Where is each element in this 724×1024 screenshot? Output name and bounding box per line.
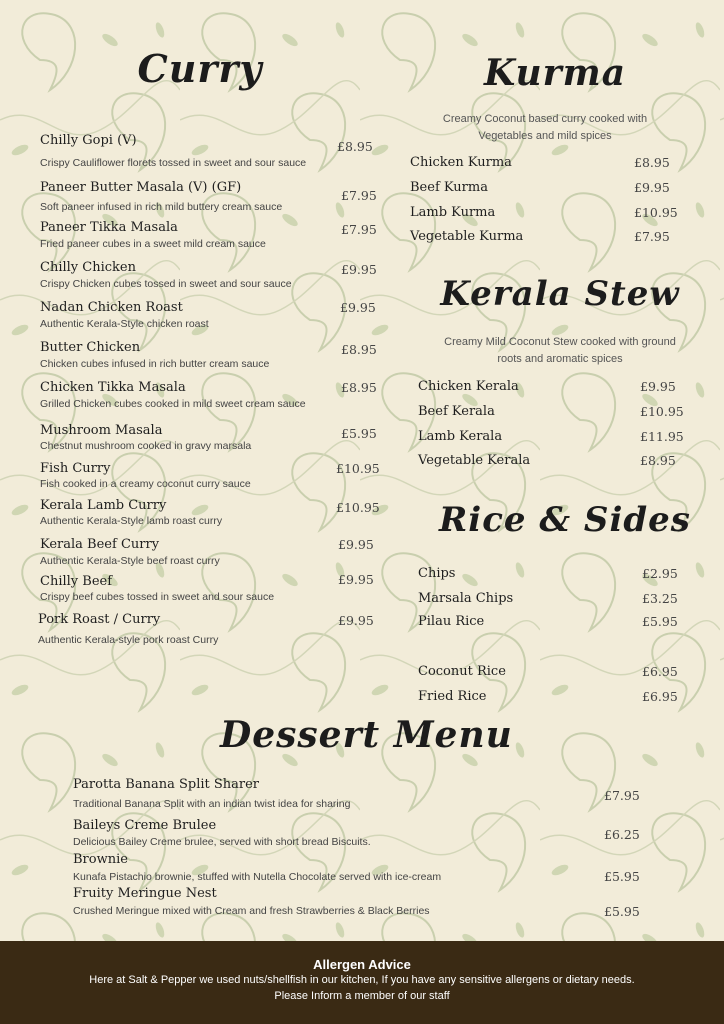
curry-item-name: Kerala Beef Curry — [40, 537, 160, 552]
dessert-item-price: £7.95 — [604, 788, 640, 803]
stew-item-name: Lamb Kerala — [418, 429, 503, 444]
sides-item-price: £3.25 — [642, 591, 678, 606]
stew-note — [415, 334, 705, 368]
curry-item-name: Kerala Lamb Curry — [40, 498, 167, 513]
curry-item-desc: Soft paneer infused in rich mild buttery cream sauce — [40, 201, 283, 213]
curry-item-name: Fish Curry — [40, 461, 111, 476]
dessert-item-desc: Delicious Bailey Creme brulee, served with short bread Biscuits. — [73, 836, 371, 848]
kurma-item-name: Chicken Kurma — [410, 155, 512, 170]
stew-item-name: Beef Kerala — [418, 404, 495, 419]
curry-item-name: Paneer Butter Masala (V) (GF) — [40, 180, 242, 195]
dessert-item-price: £5.95 — [604, 904, 640, 919]
curry-item-desc: Authentic Kerala-Style lamb roast curry — [40, 515, 223, 527]
curry-item-name: Chilly Gopi (V) — [40, 133, 137, 148]
curry-item-price: £8.95 — [337, 139, 373, 154]
curry-item-price: £10.95 — [336, 500, 380, 515]
curry-heading: Curry — [137, 46, 263, 91]
curry-item-desc: Crispy beef cubes tossed in sweet and sour sauce — [40, 591, 275, 603]
kurma-heading: Kurma — [483, 52, 627, 94]
stew-item-price: £9.95 — [640, 379, 676, 394]
stew-item-name: Chicken Kerala — [418, 379, 519, 394]
curry-item-desc: Authentic Kerala-Style chicken roast — [40, 318, 209, 330]
curry-item-name: Butter Chicken — [40, 340, 141, 355]
curry-item-desc: Fish cooked in a creamy coconut curry sauce — [40, 478, 251, 490]
curry-item-price: £9.95 — [338, 613, 374, 628]
sides-item-name: Fried Rice — [418, 689, 487, 704]
curry-item-name: Paneer Tikka Masala — [40, 220, 178, 235]
sides-item-price: £6.95 — [642, 689, 678, 704]
stew-note-line1: Creamy Mild Coconut Stew cooked with ground — [444, 336, 676, 348]
curry-item-price: £9.95 — [338, 537, 374, 552]
curry-item-price: £5.95 — [341, 426, 377, 441]
curry-item-desc: Authentic Kerala-style pork roast Curry — [38, 634, 219, 646]
curry-item-name: Mushroom Masala — [40, 423, 163, 438]
kurma-item-price: £8.95 — [634, 155, 670, 170]
curry-item-price: £9.95 — [341, 262, 377, 277]
allergen-line2: Please Inform a member of our staff — [274, 990, 450, 1002]
dessert-item-desc: Crushed Meringue mixed with Cream and fresh Strawberries & Black Berries — [73, 905, 430, 917]
curry-item-name: Chilly Chicken — [40, 260, 136, 275]
curry-item-price: £7.95 — [341, 222, 377, 237]
kurma-item-price: £7.95 — [634, 229, 670, 244]
allergen-line1: Here at Salt & Pepper we used nuts/shellfish in our kitchen, If you have any sensitive allergens or dietary needs. — [89, 974, 635, 986]
dessert-item-name: Brownie — [73, 852, 128, 867]
dessert-item-desc: Traditional Banana Split with an indian twist idea for sharing — [73, 798, 351, 810]
stew-note-line2: roots and aromatic spices — [497, 353, 623, 365]
curry-item-price: £8.95 — [341, 342, 377, 357]
curry-item-name: Chicken Tikka Masala — [40, 380, 186, 395]
kurma-note — [410, 111, 680, 145]
kurma-item-price: £10.95 — [634, 205, 678, 220]
curry-item-desc: Crispy Chicken cubes tossed in sweet and sour sauce — [40, 278, 292, 290]
curry-item-name: Pork Roast / Curry — [38, 612, 161, 627]
curry-item-desc: Chestnut mushroom cooked in gravy marsala — [40, 440, 252, 452]
curry-item-price: £7.95 — [341, 188, 377, 203]
stew-item-price: £11.95 — [640, 429, 684, 444]
dessert-item-name: Baileys Creme Brulee — [73, 818, 217, 833]
kurma-note-line1: Creamy Coconut based curry cooked with — [442, 113, 648, 125]
curry-item-price: £9.95 — [338, 572, 374, 587]
sides-item-name: Coconut Rice — [418, 664, 506, 679]
kurma-item-price: £9.95 — [634, 180, 670, 195]
sides-item-name: Pilau Rice — [418, 614, 485, 629]
kurma-note-line2: Vegetables and mild spices — [478, 130, 612, 142]
dessert-item-price: £5.95 — [604, 869, 640, 884]
sides-item-name: Chips — [418, 566, 456, 581]
curry-item-price: £8.95 — [341, 380, 377, 395]
curry-item-desc: Grilled Chicken cubes cooked in mild sweet cream sauce — [40, 398, 306, 410]
dessert-item-price: £6.25 — [604, 827, 640, 842]
allergen-footer — [0, 941, 724, 1024]
dessert-item-name: Parotta Banana Split Sharer — [73, 777, 260, 792]
curry-item-desc: Crispy Cauliflower florets tossed in sweet and sour sauce — [40, 157, 307, 169]
stew-item-price: £10.95 — [640, 404, 684, 419]
curry-item-price: £9.95 — [340, 300, 376, 315]
dessert-heading: Dessert Menu — [220, 714, 513, 756]
kurma-item-name: Beef Kurma — [410, 180, 488, 195]
sides-item-price: £2.95 — [642, 566, 678, 581]
kurma-item-name: Vegetable Kurma — [410, 229, 524, 244]
stew-item-name: Vegetable Kerala — [418, 453, 531, 468]
rice-sides-heading: Rice & Sides — [439, 500, 691, 540]
sides-item-price: £6.95 — [642, 664, 678, 679]
curry-item-name: Chilly Beef — [40, 574, 113, 589]
kurma-item-name: Lamb Kurma — [410, 205, 496, 220]
dessert-item-name: Fruity Meringue Nest — [73, 886, 217, 901]
allergen-title: Allergen Advice — [313, 957, 411, 972]
sides-item-price: £5.95 — [642, 614, 678, 629]
curry-item-desc: Chicken cubes infused in rich butter cream sauce — [40, 358, 270, 370]
stew-item-price: £8.95 — [640, 453, 676, 468]
curry-item-desc: Authentic Kerala-Style beef roast curry — [40, 555, 220, 567]
dessert-item-desc: Kunafa Pistachio brownie, stuffed with Nutella Chocolate served with ice-cream — [73, 871, 442, 883]
sides-item-name: Marsala Chips — [418, 591, 514, 606]
curry-item-desc: Fried paneer cubes in a sweet mild cream sauce — [40, 238, 266, 250]
kerala-stew-heading: Kerala Stew — [440, 274, 680, 314]
curry-item-name: Nadan Chicken Roast — [40, 300, 183, 315]
curry-item-price: £10.95 — [336, 461, 380, 476]
